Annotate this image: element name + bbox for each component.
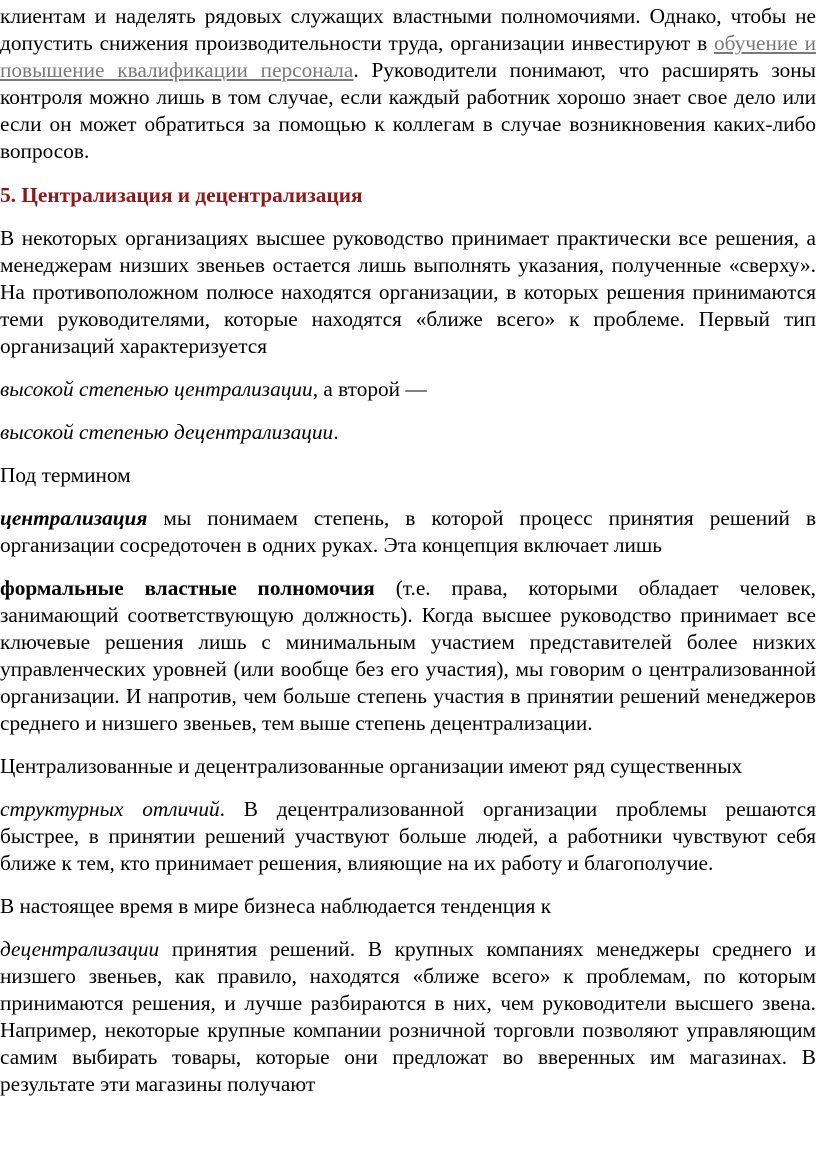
paragraph-text: (т.е. права, которыми обладает человек, занимающий соответствующую должность). Когда высшее руководство принимает все ключевые решения лишь с минимальным участием представителей более низких управленческих уровней (или вообще без его участия), мы говорим о централизованной организации. И напротив, чем больше степень участия в принятии решений менеджеров среднего и низшего звеньев, тем выше степень децентрализации.	[0, 576, 816, 735]
paragraph-formal-authority	[0, 575, 816, 737]
section-heading: 5. Централизация и децентрализация	[0, 183, 363, 207]
paragraph-investment	[0, 3, 816, 165]
italic-term: структурных отличий	[0, 797, 220, 821]
paragraph-term-intro: Под термином	[0, 463, 131, 487]
paragraph-text: . Руководители понимают, что расширять зоны контроля можно лишь в том случае, если каждый работник хорошо знает свое дело или если он может обратиться за помощью к коллегам в случае возникновения каких-либо вопросов.	[0, 58, 816, 163]
paragraph-text: , а второй —	[312, 377, 427, 401]
italic-term: высокой степенью централизации	[0, 377, 313, 401]
paragraph-structural-differences-intro: Централизованные и децентрализованные организации имеют ряд существенных	[0, 754, 743, 778]
paragraph-trend	[0, 936, 816, 1098]
paragraph-decision-making: В некоторых организациях высшее руководство принимает практически все решения, а менеджерам низших звеньев остается лишь выполнять указания, полученные «сверху». На противоположном полюсе находятся организации, в которых решения принимаются теми руководителями, которые находятся «ближе всего» к проблеме. Первый тип организаций характеризуется	[0, 226, 816, 358]
bold-italic-term: централизация	[0, 506, 148, 530]
training-link[interactable]: обучение и повышение квалификации персонала	[0, 31, 816, 82]
paragraph-structural-differences	[0, 796, 816, 877]
paragraph-text: клиентам и наделять рядовых служащих властными полномочиями. Однако, чтобы не допустить снижения производительности труда, организации инвестируют в	[0, 4, 816, 55]
paragraph-text: принятия решений. В крупных компаниях менеджеры среднего и низшего звеньев, как правило, находятся «ближе всего» к проблемам, по которым принимаются решения, и лучше разбираются в них, чем руководители высшего звена. Например, некоторые крупные компании розничной торговли позволяют управляющим самим выбирать товары, которые они предложат во вверенных им магазинах. В результате эти магазины получают	[0, 937, 816, 1096]
paragraph-text: .	[333, 420, 339, 444]
paragraph-text: . В децентрализованной организации проблемы решаются быстрее, в принятии решений участвуют больше людей, а работники чувствуют себя ближе к тем, кто принимает решения, влияющие на их работу и благополучие.	[0, 797, 816, 875]
paragraph-decentralization-degree	[0, 419, 816, 446]
bold-term: формальные властные полномочия	[0, 576, 375, 600]
paragraph-centralization-definition	[0, 505, 816, 559]
paragraph-centralization-degree	[0, 376, 816, 403]
italic-term: децентрализации	[0, 937, 160, 961]
paragraph-trend-intro: В настоящее время в мире бизнеса наблюдается тенденция к	[0, 894, 552, 918]
italic-term: высокой степенью децентрализации	[0, 420, 334, 444]
paragraph-text: мы понимаем степень, в которой процесс принятия решений в организации сосредоточен в одних руках. Эта концепция включает лишь	[0, 506, 816, 557]
